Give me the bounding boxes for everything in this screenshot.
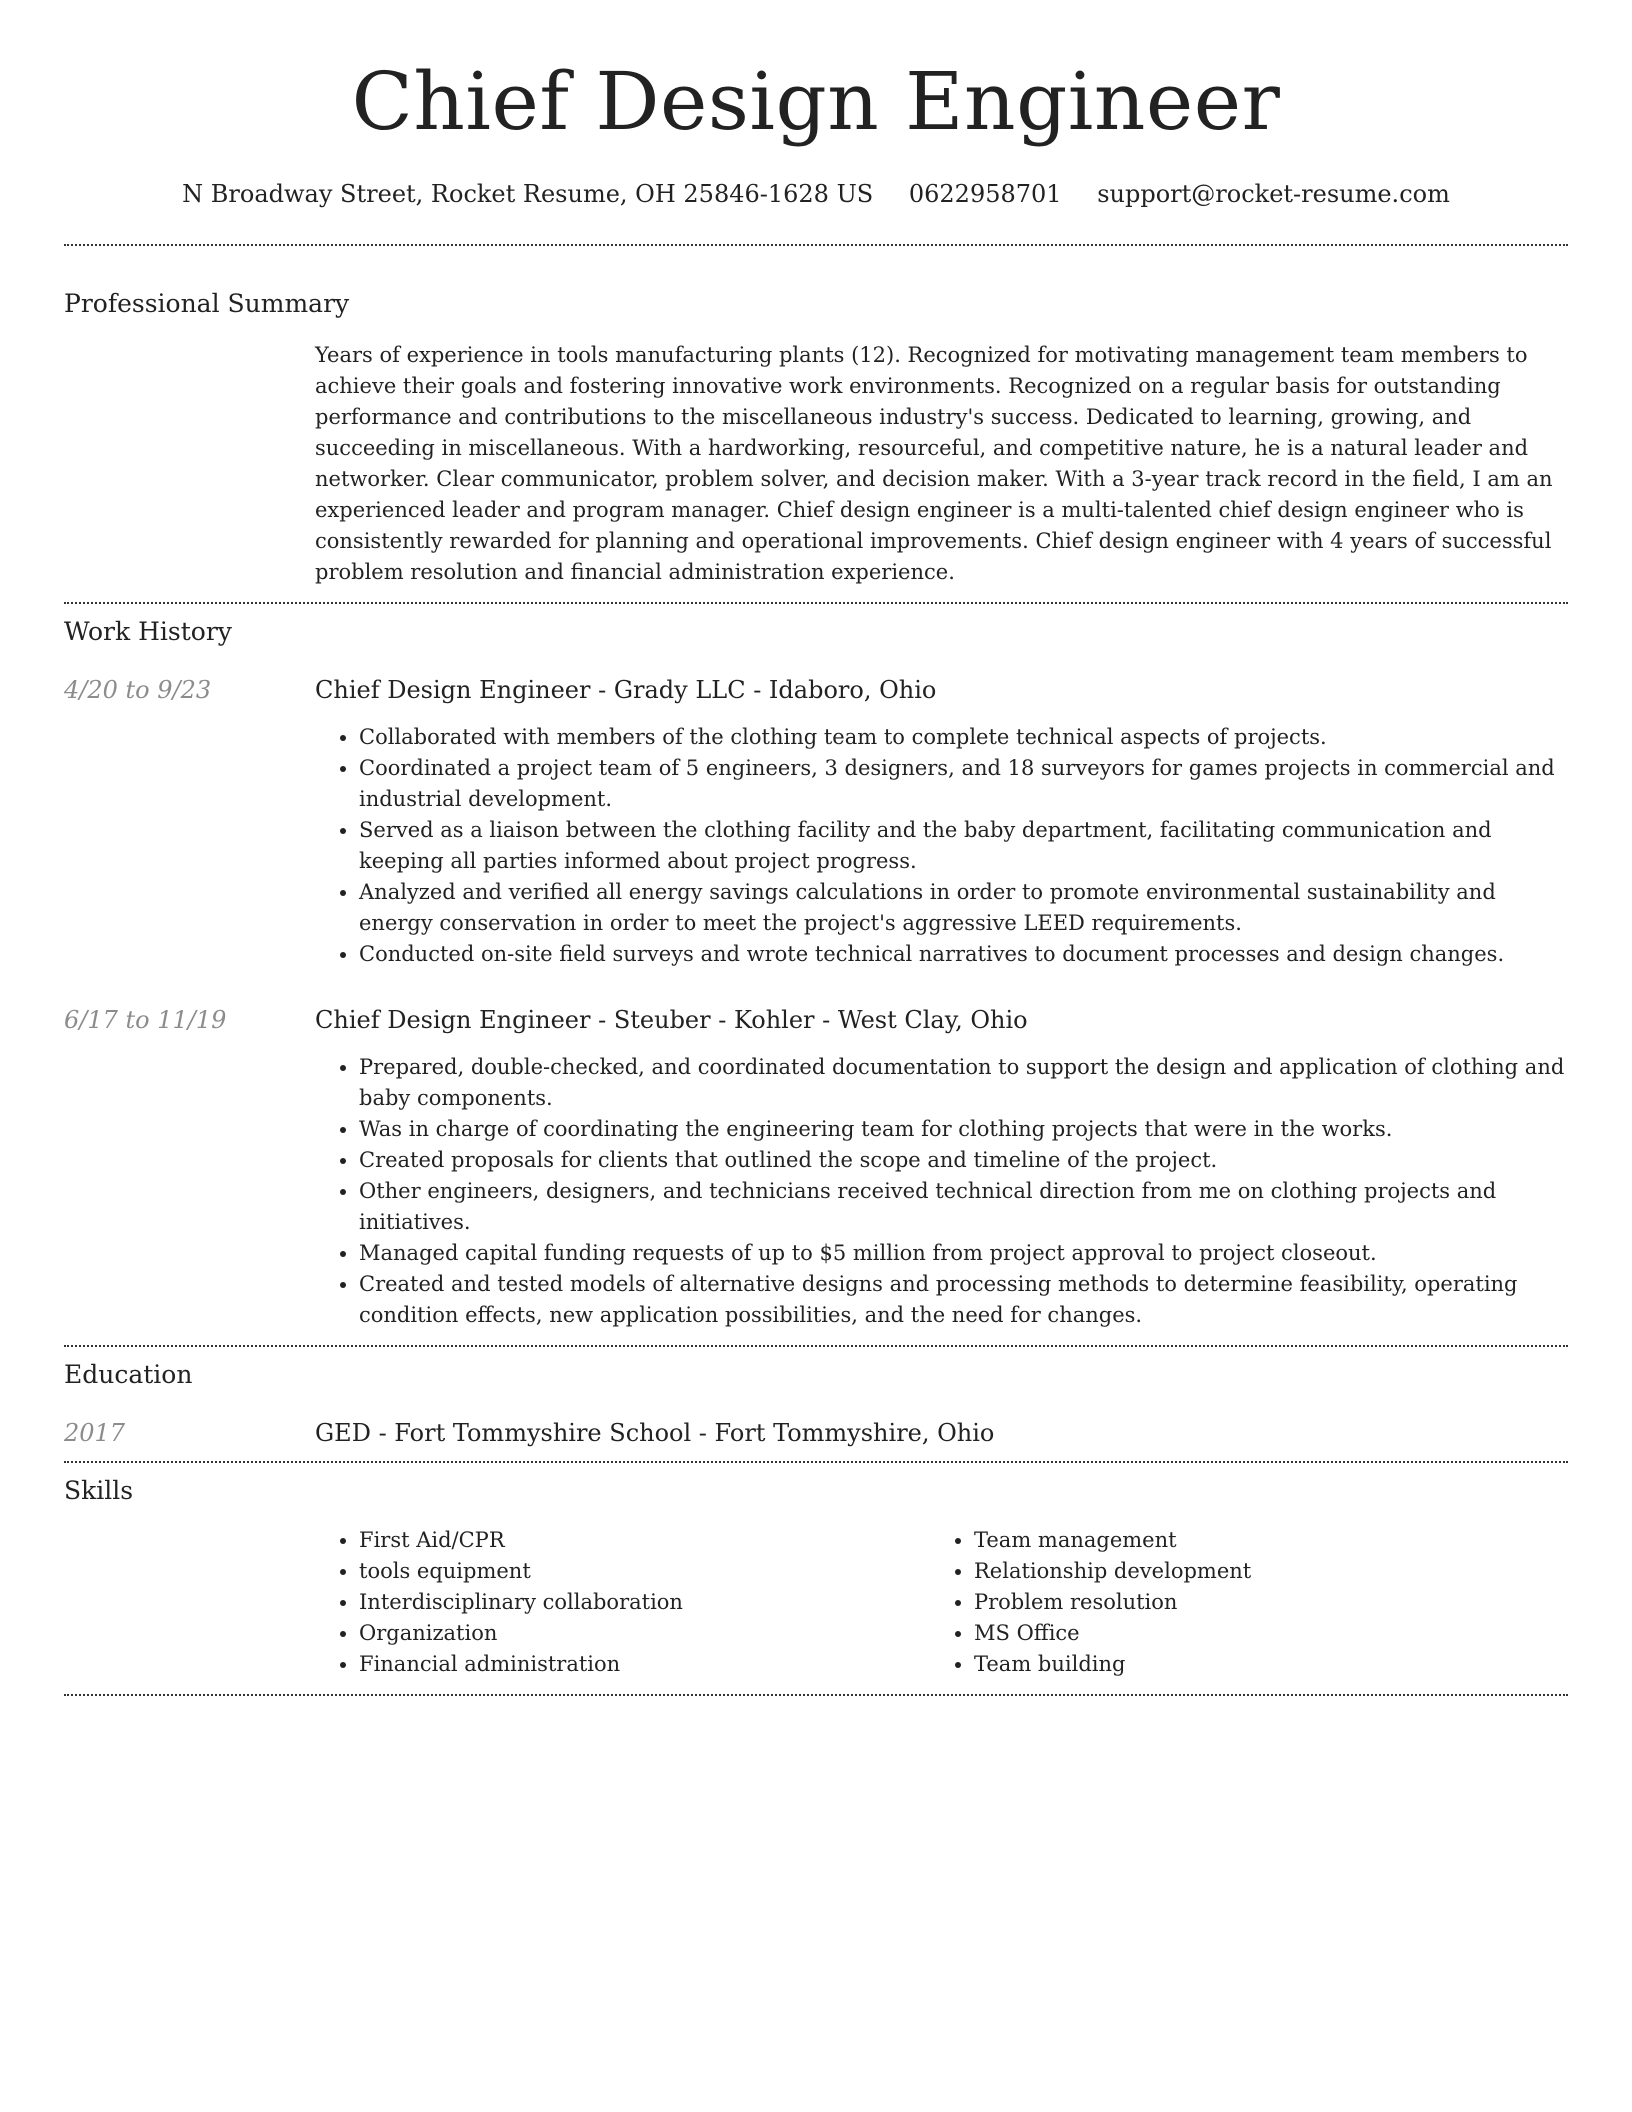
education-year: 2017 <box>64 1419 126 1447</box>
skills-column-right <box>930 1525 1430 1680</box>
divider <box>64 244 1568 246</box>
contact-email: support@rocket-resume.com <box>1097 180 1450 208</box>
job-title: Chief Design Engineer - Steuber - Kohler - West Clay, Ohio <box>315 1006 1028 1034</box>
education-detail: GED - Fort Tommyshire School - Fort Tommyshire, Ohio <box>315 1419 995 1447</box>
candidate-name: Chief Design Engineer <box>351 55 1281 148</box>
job-bullet: • Created proposals for clients that outlined the scope and timeline of the project. <box>359 1145 1568 1176</box>
divider <box>64 1461 1568 1463</box>
job-bullet: • Conducted on-site field surveys and wrote technical narratives to document processes and design changes. <box>359 939 1568 970</box>
job-bullet: • Served as a liaison between the clothing facility and the baby department, facilitating communication and keeping all parties informed about project progress. <box>359 815 1568 877</box>
job-bullet: • Other engineers, designers, and technicians received technical direction from me on clothing projects and initiatives. <box>359 1176 1568 1238</box>
job-title: Chief Design Engineer - Grady LLC - Idaboro, Ohio <box>315 676 937 704</box>
job-entry <box>64 1004 1568 1331</box>
skill-item: • MS Office <box>974 1618 1430 1649</box>
job-details <box>315 674 1568 970</box>
contact-address: N Broadway Street, Rocket Resume, OH 25846-1628 US <box>182 180 874 208</box>
skills-grid <box>315 1525 1568 1694</box>
resume-header <box>64 0 1568 210</box>
education-entry <box>64 1417 1568 1461</box>
summary-text: Years of experience in tools manufacturing plants (12). Recognized for motivating management team members to achieve their goals and fostering innovative work environments. Recognized on a regular basis for outstanding performance and contributions to the miscellaneous industry's success. Dedicated to learning, growing, and succeeding in miscellaneous. With a hardworking, resourceful, and competitive nature, he is a natural leader and networker. Clear communicator, problem solver, and decision maker. With a 3-year track record in the field, I am an experienced leader and program manager. Chief design engineer is a multi-talented chief design engineer who is consistently rewarded for planning and operational improvements. Chief design engineer with 4 years of successful problem resolution and financial administration experience. <box>315 343 1553 584</box>
job-dates: 4/20 to 9/23 <box>64 676 212 704</box>
skill-item: • Team building <box>974 1649 1430 1680</box>
job-bullet: • Created and tested models of alternative designs and processing methods to determine feasibility, operating condition effects, new application possibilities, and the need for changes. <box>359 1269 1568 1331</box>
job-bullet: • Was in charge of coordinating the engineering team for clothing projects that were in the works. <box>359 1114 1568 1145</box>
summary-section <box>64 288 1568 602</box>
section-title-skills: Skills <box>64 1476 134 1505</box>
skill-item: • Organization <box>359 1618 930 1649</box>
skill-item: • Problem resolution <box>974 1587 1430 1618</box>
divider <box>64 1345 1568 1347</box>
job-bullets <box>315 1052 1568 1331</box>
job-bullet: • Prepared, double-checked, and coordinated documentation to support the design and application of clothing and baby components. <box>359 1052 1568 1114</box>
job-bullet: • Collaborated with members of the clothing team to complete technical aspects of projects. <box>359 722 1568 753</box>
contact-phone: 0622958701 <box>908 180 1062 208</box>
job-bullet: • Managed capital funding requests of up to $5 million from project approval to project closeout. <box>359 1238 1568 1269</box>
skill-item: • Team management <box>974 1525 1430 1556</box>
skill-item: • Interdisciplinary collaboration <box>359 1587 930 1618</box>
job-dates: 6/17 to 11/19 <box>64 1006 227 1034</box>
job-bullet: • Analyzed and verified all energy savings calculations in order to promote environmental sustainability and energy conservation in order to meet the project's aggressive LEED requirements. <box>359 877 1568 939</box>
section-title-work-history: Work History <box>64 617 232 646</box>
skill-item: • tools equipment <box>359 1556 930 1587</box>
skills-column-left <box>315 1525 930 1680</box>
divider <box>64 602 1568 604</box>
education-section <box>64 1359 1568 1461</box>
divider <box>64 1694 1568 1696</box>
job-details <box>315 1004 1568 1331</box>
section-title-education: Education <box>64 1360 193 1389</box>
skill-item: • Financial administration <box>359 1649 930 1680</box>
job-bullets <box>315 722 1568 970</box>
section-title-summary: Professional Summary <box>64 289 350 318</box>
skill-item: • First Aid/CPR <box>359 1525 930 1556</box>
work-history-section <box>64 616 1568 1345</box>
job-bullet: • Coordinated a project team of 5 engineers, 3 designers, and 18 surveyors for games projects in commercial and industrial development. <box>359 753 1568 815</box>
skills-section <box>64 1475 1568 1694</box>
job-entry <box>64 674 1568 970</box>
skill-item: • Relationship development <box>974 1556 1430 1587</box>
contact-line <box>64 178 1568 210</box>
